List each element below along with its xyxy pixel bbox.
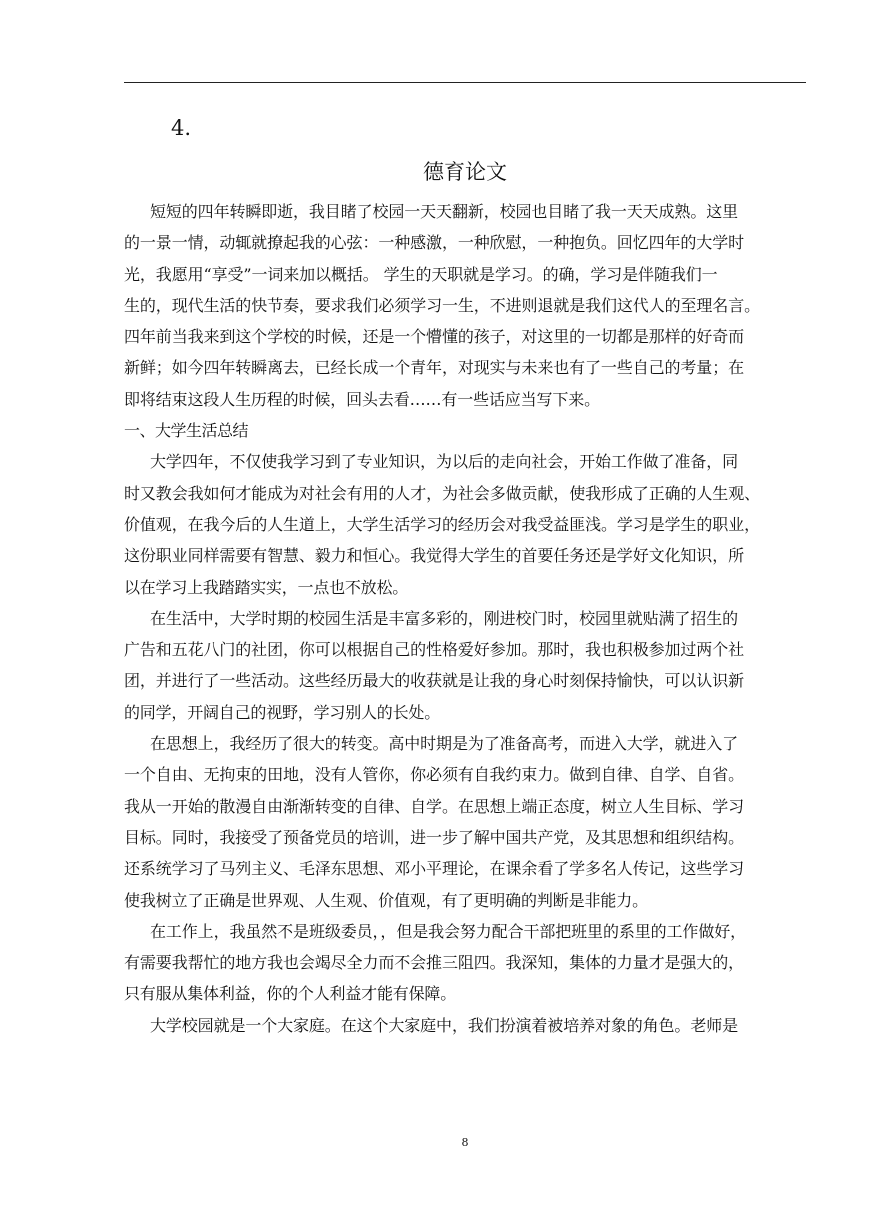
text-line: 时又教会我如何才能成为对社会有用的人才，为社会多做贡献，使我形成了正确的人生观、 <box>124 483 761 503</box>
text-line: 的一景一情，动辄就撩起我的心弦：一种感激，一种欣慰，一种抱负。回忆四年的大学时 <box>124 233 744 253</box>
text-line: 在思想上，我经历了很大的转变。高中时期是为了准备高考，而进入大学，就进入了 <box>150 734 739 754</box>
header-rule <box>124 82 806 83</box>
text-line: 四年前当我来到这个学校的时候，还是一个懵懂的孩子，对这里的一切都是那样的好奇而 <box>124 327 744 347</box>
text-line: 还系统学习了马列主义、毛泽东思想、邓小平理论，在课余看了学多名人传记，这些学习 <box>124 859 744 879</box>
text-line: 以在学习上我踏踏实实，一点也不放松。 <box>124 577 409 597</box>
text-line: 短短的四年转瞬即逝，我目睹了校园一天天翻新，校园也目睹了我一天天成熟。这里 <box>150 202 739 221</box>
text-line: 的同学，开阔自己的视野，学习别人的长处。 <box>124 702 441 722</box>
text-line: 一、大学生活总结 <box>124 421 249 441</box>
body-text <box>124 196 810 1041</box>
text-line: 大学四年，不仅使我学习到了专业知识，为以后的走向社会，开始工作做了准备，同 <box>150 452 739 472</box>
text-line: 在生活中，大学时期的校园生活是丰富多彩的，刚进校门时，校园里就贴满了招生的 <box>150 608 739 628</box>
text-line: 目标。同时，我接受了预备党员的培训，进一步了解中国共产党，及其思想和组织结构。 <box>124 827 744 847</box>
text-line: 这份职业同样需要有智慧、毅力和恒心。我觉得大学生的首要任务还是学好文化知识，所 <box>124 546 744 566</box>
text-line: 大学校园就是一个大家庭。在这个大家庭中，我们扮演着被培养对象的角色。老师是 <box>150 1015 739 1035</box>
text-line: 在工作上，我虽然不是班级委员，，但是我会努力配合干部把班里的系里的工作做好， <box>150 921 747 941</box>
text-line: 生的，现代生活的快节奏，要求我们必须学习一生，不进则退就是我们这代人的至理名言。 <box>124 295 761 315</box>
text-line: 使我树立了正确是世界观、人生观、价值观，有了更明确的判断是非能力。 <box>124 890 649 910</box>
text-line: 光，我愿用“享受”一词来加以概括。 学生的天职就是学习。的确，学习是伴随我们一 <box>124 264 718 284</box>
text-line: 一个自由、无拘束的田地，没有人管你，你必须有自我约束力。做到自律、自学、自省。 <box>124 765 744 785</box>
document-title: 德育论文 <box>423 160 507 184</box>
page-number: 8 <box>461 1136 469 1149</box>
text-line: 团，并进行了一些活动。这些经历最大的收获就是让我的身心时刻保持愉快，可以认识新 <box>124 671 744 691</box>
text-line: 新鲜；如今四年转瞬离去，已经长成一个青年，对现实与未来也有了一些自己的考量；在 <box>124 358 744 378</box>
text-line: 有需要我帮忙的地方我也会竭尽全力而不会推三阻四。我深知，集体的力量才是强大的， <box>124 953 744 973</box>
section-number: 4. <box>171 116 192 140</box>
text-line: 广告和五花八门的社团，你可以根据自己的性格爱好参加。那时，我也积极参加过两个社 <box>124 640 744 660</box>
text-line: 价值观，在我今后的人生道上，大学生活学习的经历会对我受益匪浅。学习是学生的职业， <box>124 514 761 534</box>
text-line: 即将结束这段人生历程的时候，回头去看……有一些话应当写下来。 <box>124 389 601 409</box>
text-line: 我从一开始的散漫自由渐渐转变的自律、自学。在思想上端正态度，树立人生目标、学习 <box>124 796 744 816</box>
text-line: 只有服从集体利益，你的个人利益才能有保障。 <box>124 984 457 1004</box>
